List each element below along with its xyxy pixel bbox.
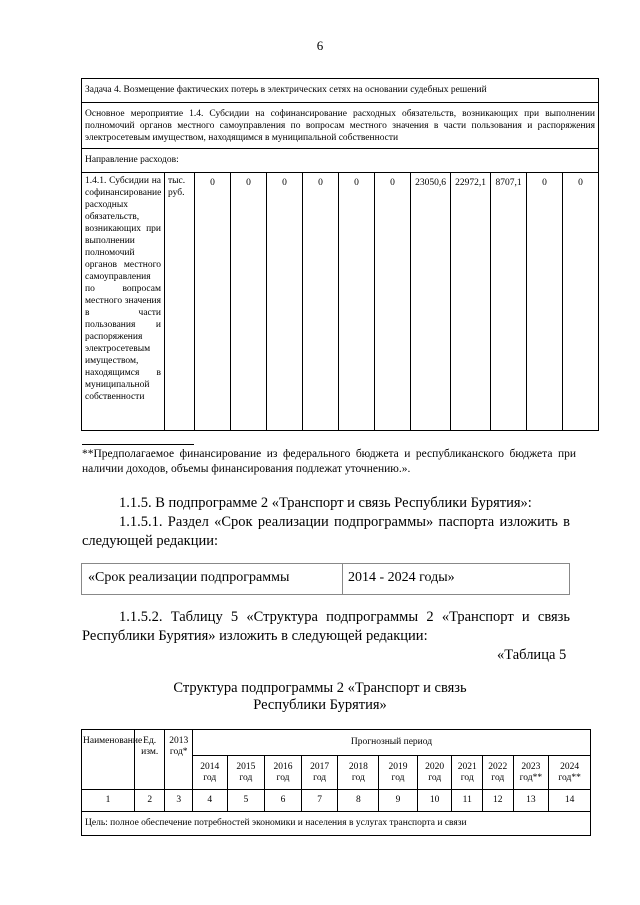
header-2013: 2013 год* <box>165 730 192 790</box>
col-number: 9 <box>379 790 418 812</box>
item-name: 1.4.1. Субсидии на софинансирование расходных обязательств, возникающих при выполнении полномочий органов местного самоуправления по вопросам местного значения в части пользования и распоряжения электросетевым имуществом, находящимся в муниципальной собственности <box>82 173 165 431</box>
year-2018: 2018 год <box>338 756 379 790</box>
col-number: 11 <box>452 790 483 812</box>
value-2023: 0 <box>527 173 563 431</box>
year-2016: 2016 год <box>265 756 302 790</box>
footnote-divider <box>82 444 194 445</box>
value-2018: 0 <box>339 173 375 431</box>
header-forecast: Прогнозный период <box>192 730 590 756</box>
value-2014: 0 <box>195 173 231 431</box>
col-number: 1 <box>82 790 135 812</box>
value-2015: 0 <box>231 173 267 431</box>
header-name: Наименование <box>82 730 135 790</box>
col-number: 4 <box>192 790 227 812</box>
col-number: 8 <box>338 790 379 812</box>
table-reference: «Таблица 5 <box>497 647 567 663</box>
value-2022: 8707,1 <box>491 173 527 431</box>
page-number: 6 <box>316 38 324 53</box>
year-2014: 2014 год <box>192 756 227 790</box>
table-row <box>82 173 599 431</box>
period-table <box>81 563 570 595</box>
direction-row: Направление расходов: <box>82 149 599 173</box>
col-number: 3 <box>165 790 192 812</box>
year-2022: 2022 год <box>483 756 514 790</box>
structure-title-line-2: Республики Бурятия» <box>253 697 387 713</box>
footnote: **Предполагаемое финансирование из федерального бюджета и республиканского бюджета при наличии доходов, объемы финансирования подлежат уточнению.». <box>82 448 576 475</box>
value-2016: 0 <box>267 173 303 431</box>
col-number: 13 <box>513 790 549 812</box>
value-2017: 0 <box>303 173 339 431</box>
period-label: «Срок реализации подпрограммы <box>88 570 290 585</box>
col-number: 12 <box>483 790 514 812</box>
col-number: 14 <box>549 790 591 812</box>
col-number: 7 <box>301 790 338 812</box>
period-value: 2014 - 2024 годы» <box>348 570 455 585</box>
col-number: 2 <box>134 790 165 812</box>
funding-table <box>81 78 599 431</box>
col-number: 10 <box>417 790 452 812</box>
year-2019: 2019 год <box>379 756 418 790</box>
col-number: 6 <box>265 790 302 812</box>
main-measure-row: Основное мероприятие 1.4. Субсидии на софинансирование расходных обязательств, возникающих при выполнении полномочий органов местного самоуправления по вопросам местного значения в части пользования и распоряжения электросетевым имуществом, находящимся в муниципальной собственности <box>82 103 599 149</box>
value-2019: 0 <box>375 173 411 431</box>
task-row: Задача 4. Возмещение фактических потерь в электрических сетях на основании судебных решений <box>82 79 599 103</box>
paragraph-1-1-5-1: 1.1.5.1. Раздел «Срок реализации подпрограммы» паспорта изложить в следующей редакции: <box>82 514 570 549</box>
value-2021: 22972,1 <box>451 173 491 431</box>
year-2021: 2021 год <box>452 756 483 790</box>
year-2020: 2020 год <box>417 756 452 790</box>
table-row <box>82 790 591 812</box>
year-2017: 2017 год <box>301 756 338 790</box>
item-unit: тыс. руб. <box>165 173 195 431</box>
structure-title-line-1: Структура подпрограммы 2 «Транспорт и связь <box>173 680 467 696</box>
paragraph-1-1-5-2: 1.1.5.2. Таблицу 5 «Структура подпрограммы 2 «Транспорт и связь Республики Бурятия» изложить в следующей редакции: <box>82 609 570 644</box>
header-unit: Ед. изм. <box>134 730 165 790</box>
year-2023: 2023 год** <box>513 756 549 790</box>
paragraph-1-1-5: 1.1.5. В подпрограмме 2 «Транспорт и связь Республики Бурятия»: <box>119 495 532 511</box>
value-2024: 0 <box>563 173 599 431</box>
structure-table <box>81 729 591 836</box>
year-2024: 2024 год** <box>549 756 591 790</box>
col-number: 5 <box>227 790 265 812</box>
year-2015: 2015 год <box>227 756 265 790</box>
value-2020: 23050,6 <box>411 173 451 431</box>
goal-row: Цель: полное обеспечение потребностей экономики и населения в услугах транспорта и связи <box>82 812 591 836</box>
